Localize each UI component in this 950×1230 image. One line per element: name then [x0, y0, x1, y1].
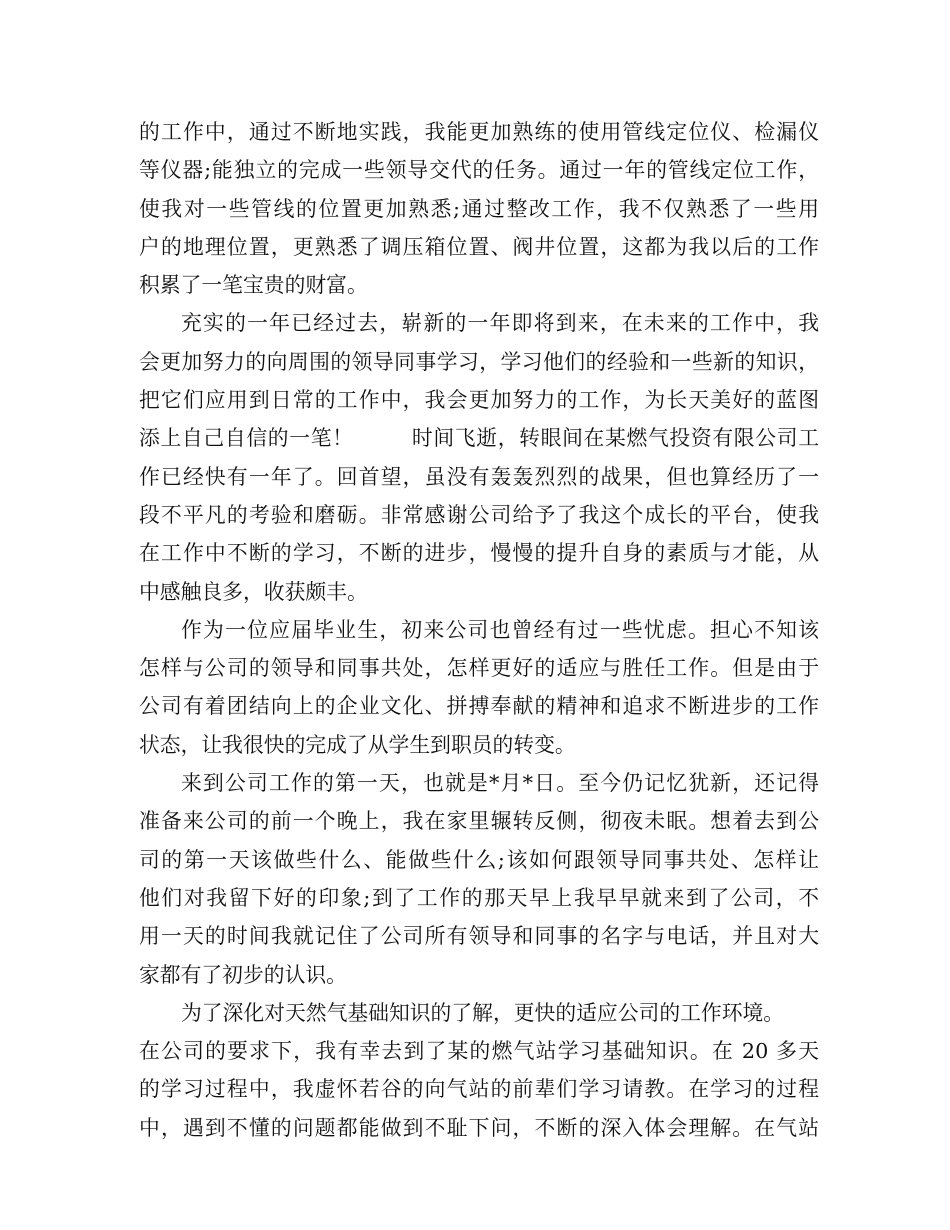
text-line: 作已经快有一年了。回首望，虽没有轰轰烈烈的战果，但也算经历了一 — [139, 464, 819, 489]
text-line: 充实的一年已经过去，崭新的一年即将到来，在未来的工作中，我 — [181, 311, 819, 336]
text-line: 在公司的要求下，我有幸去到了某的燃气站学习基础知识。在 20 多天 — [139, 1039, 819, 1064]
text-line: 中，遇到不懂的问题都能做到不耻下问，不断的深入体会理解。在气站 — [139, 1115, 819, 1140]
text-line: 把它们应用到日常的工作中，我会更加努力的工作，为长天美好的蓝图 — [139, 388, 819, 413]
text-line: 户的地理位置，更熟悉了调压箱位置、阀井位置，这都为我以后的工作 — [139, 234, 819, 259]
text-line: 公司有着团结向上的企业文化、拼搏奉献的精神和追求不断进步的工作 — [139, 694, 819, 719]
text-line: 作为一位应届毕业生，初来公司也曾经有过一些忧虑。担心不知该 — [181, 617, 819, 642]
text-line: 的工作中，通过不断地实践，我能更加熟练的使用管线定位仪、检漏仪 — [139, 120, 819, 144]
text-line: 使我对一些管线的位置更加熟悉;通过整改工作，我不仅熟悉了一些用 — [139, 196, 819, 221]
text-line: 段不平凡的考验和磨砺。非常感谢公司给予了我这个成长的平台，使我 — [139, 502, 819, 527]
text-line: 的学习过程中，我虚怀若谷的向气站的前辈们学习请教。在学习的过程 — [139, 1077, 819, 1102]
text-line: 用一天的时间我就记住了公司所有领导和同事的名字与电话，并且对大 — [139, 924, 819, 949]
text-line: 积累了一笔宝贵的财富。 — [139, 273, 368, 298]
text-line: 来到公司工作的第一天，也就是*月*日。至今仍记忆犹新，还记得 — [181, 771, 819, 796]
text-line: 家都有了初步的认识。 — [139, 962, 347, 987]
body-text — [139, 113, 819, 1147]
text-line: 司的第一天该做些什么、能做些什么;该如何跟领导同事共处、怎样让 — [139, 847, 819, 872]
text-line: 等仪器;能独立的完成一些领导交代的任务。通过一年的管线定位工作， — [139, 158, 819, 183]
text-line: 准备来公司的前一个晚上，我在家里辗转反侧，彻夜未眠。想着去到公 — [139, 809, 819, 834]
text-line: 他们对我留下好的印象;到了工作的那天早上我早早就来到了公司，不 — [139, 885, 819, 910]
text-line: 中感触良多，收获颇丰。 — [139, 579, 368, 604]
text-line: 状态，让我很快的完成了从学生到职员的转变。 — [139, 732, 576, 757]
text-line: 添上自己自信的一笔！ 时间飞逝，转眼间在某燃气投资有限公司工 — [139, 426, 819, 451]
text-line: 为了深化对天然气基础知识的了解，更快的适应公司的工作环境。 — [181, 1000, 785, 1025]
text-line: 怎样与公司的领导和同事共处，怎样更好的适应与胜任工作。但是由于 — [139, 656, 819, 681]
text-line: 会更加努力的向周围的领导同事学习，学习他们的经验和一些新的知识， — [139, 349, 819, 374]
text-line: 在工作中不断的学习，不断的进步，慢慢的提升自身的素质与才能，从 — [139, 541, 819, 566]
